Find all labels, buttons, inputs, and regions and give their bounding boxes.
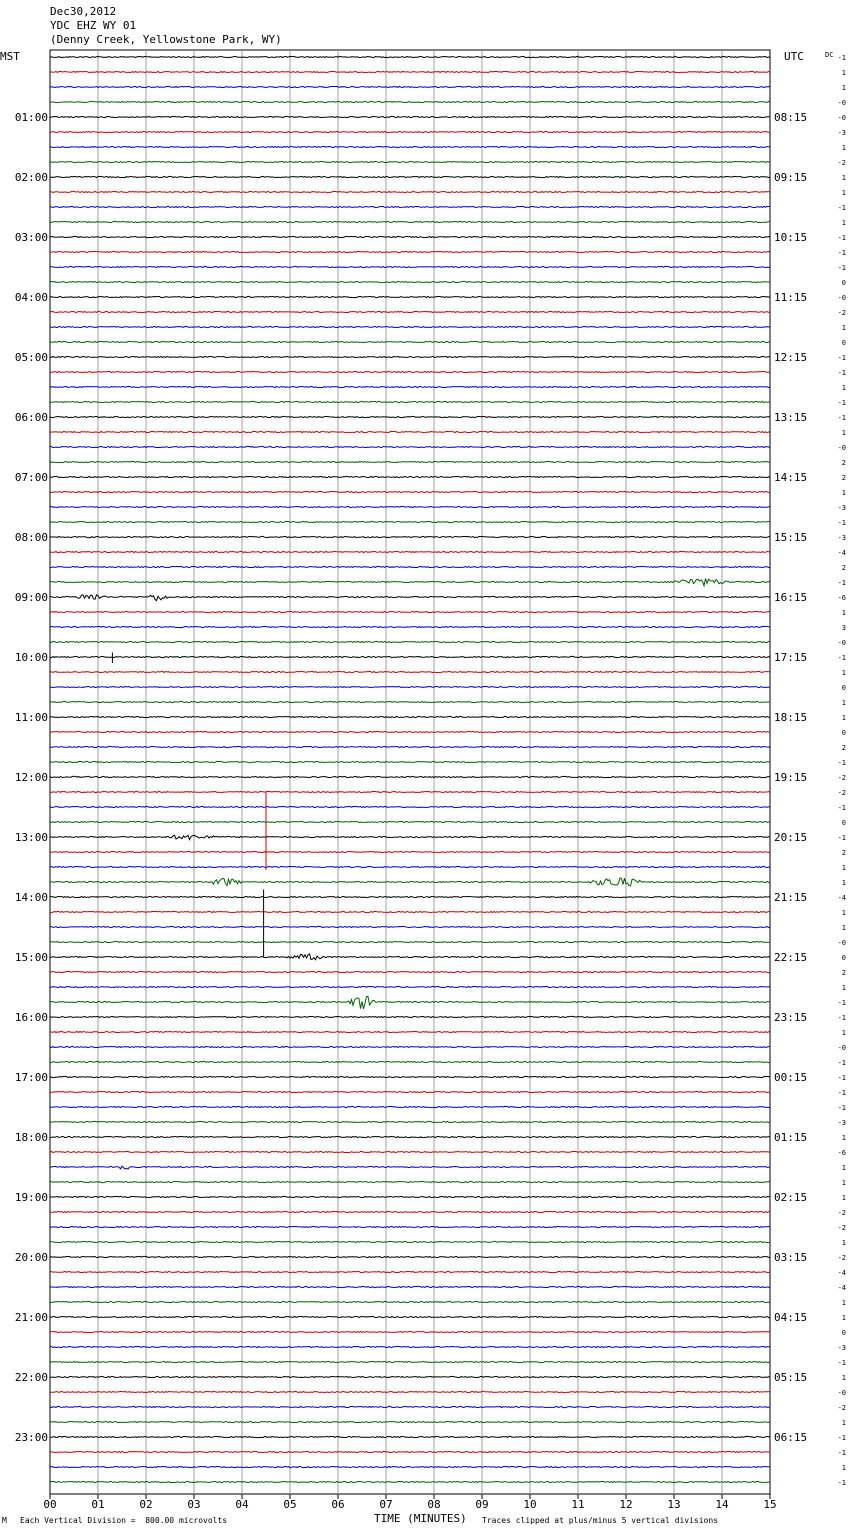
utc-hour-label: 19:15: [774, 771, 808, 784]
header-date: Dec30,2012: [50, 5, 117, 18]
seismic-trace: [50, 896, 770, 897]
seismic-trace: [50, 911, 770, 912]
dc-offset-label: 1: [841, 84, 846, 92]
dc-offset-label: -0: [837, 444, 846, 452]
dc-offset-label: 1: [841, 1194, 846, 1202]
utc-hour-label: 00:15: [774, 1071, 808, 1084]
seismic-trace: [50, 971, 770, 972]
dc-offset-label: -0: [837, 1044, 846, 1052]
seismic-trace: [50, 1421, 770, 1422]
seismic-trace: [50, 835, 770, 839]
seismic-trace: [50, 146, 770, 147]
seismic-trace: [50, 476, 770, 477]
seismic-trace: [50, 641, 770, 642]
utc-hour-label: 01:15: [774, 1131, 808, 1144]
seismic-trace: [50, 1256, 770, 1257]
dc-offset-label: 0: [841, 339, 846, 347]
seismic-trace: [50, 986, 770, 987]
dc-offset-label: -2: [837, 309, 846, 317]
dc-offset-label: 1: [841, 879, 846, 887]
seismic-trace: [50, 791, 770, 792]
dc-offset-label: -4: [837, 549, 846, 557]
seismic-trace: [50, 926, 770, 927]
x-tick-label: 04: [235, 1498, 249, 1511]
seismic-trace: [50, 731, 770, 732]
mst-hour-label: 18:00: [14, 1131, 48, 1144]
seismic-trace: [50, 191, 770, 192]
utc-hour-label: 20:15: [774, 831, 808, 844]
dc-offset-label: 2: [841, 969, 846, 977]
seismic-trace: [50, 866, 770, 867]
utc-hour-label: 03:15: [774, 1251, 808, 1264]
dc-offset-label: -2: [837, 1209, 846, 1217]
seismic-trace: [50, 941, 770, 942]
x-tick-label: 13: [667, 1498, 681, 1511]
dc-offset-label: -0: [837, 639, 846, 647]
mst-label: MST: [0, 50, 20, 63]
x-tick-label: 00: [43, 1498, 57, 1511]
dc-offset-label: -1: [837, 804, 846, 812]
dc-offset-label: -3: [837, 534, 846, 542]
utc-hour-label: 22:15: [774, 951, 808, 964]
header-location: (Denny Creek, Yellowstone Park, WY): [50, 33, 282, 46]
dc-offset-label: 0: [841, 954, 846, 962]
x-tick-label: 05: [283, 1498, 297, 1511]
dc-offset-label: 2: [841, 474, 846, 482]
seismic-trace: [50, 851, 770, 852]
dc-offset-label: -3: [837, 1344, 846, 1352]
seismic-trace: [50, 116, 770, 117]
seismic-trace: [50, 176, 770, 177]
utc-hour-label: 16:15: [774, 591, 808, 604]
seismic-trace: [50, 671, 770, 672]
utc-hour-label: 15:15: [774, 531, 808, 544]
dc-offset-label: -3: [837, 504, 846, 512]
seismic-trace: [50, 776, 770, 777]
dc-offset-label: -1: [837, 249, 846, 257]
dc-offset-label: 1: [841, 909, 846, 917]
seismic-trace: [50, 401, 770, 402]
x-axis-title: TIME (MINUTES): [374, 1512, 467, 1525]
utc-hour-label: 05:15: [774, 1371, 808, 1384]
dc-offset-label: 1: [841, 69, 846, 77]
seismic-trace: [50, 311, 770, 312]
seismic-trace: [50, 1136, 770, 1137]
seismic-trace: [50, 56, 770, 57]
x-tick-label: 12: [619, 1498, 633, 1511]
dc-offset-label: -4: [837, 1269, 846, 1277]
dc-offset-label: -3: [837, 1119, 846, 1127]
mst-hour-label: 15:00: [14, 951, 48, 964]
dc-offset-label: 1: [841, 714, 846, 722]
seismic-trace: [50, 1151, 770, 1152]
dc-offset-label: 1: [841, 1314, 846, 1322]
dc-offset-label: -1: [837, 1104, 846, 1112]
mst-hour-label: 20:00: [14, 1251, 48, 1264]
seismic-trace: [50, 1331, 770, 1332]
seismic-trace: [50, 1091, 770, 1092]
seismic-trace: [50, 1316, 770, 1317]
seismic-trace: [50, 86, 770, 87]
dc-offset-label: 1: [841, 924, 846, 932]
dc-offset-label: 1: [841, 1179, 846, 1187]
utc-hour-label: 18:15: [774, 711, 808, 724]
seismic-trace: [50, 431, 770, 432]
utc-hour-label: 17:15: [774, 651, 808, 664]
seismic-trace: [50, 371, 770, 372]
seismic-trace: [50, 1466, 770, 1467]
mst-hour-label: 02:00: [14, 171, 48, 184]
clip-note: Traces clipped at plus/minus 5 vertical divisions: [482, 1516, 719, 1525]
dc-offset-label: -1: [837, 999, 846, 1007]
seismic-trace: [50, 266, 770, 267]
seismic-trace: [50, 1241, 770, 1242]
seismic-trace: [50, 1436, 770, 1437]
utc-label: UTC: [784, 50, 804, 63]
dc-offset-label: -1: [837, 354, 846, 362]
seismic-trace: [50, 161, 770, 162]
dc-offset-label: 1: [841, 1029, 846, 1037]
dc-offset-label: -2: [837, 789, 846, 797]
dc-offset-label: -1: [837, 1434, 846, 1442]
dc-offset-label: 1: [841, 489, 846, 497]
dc-offset-label: -2: [837, 774, 846, 782]
mst-hour-label: 14:00: [14, 891, 48, 904]
mst-hour-label: 05:00: [14, 351, 48, 364]
dc-offset-label: 1: [841, 219, 846, 227]
dc-offset-label: 0: [841, 684, 846, 692]
mst-hour-label: 23:00: [14, 1431, 48, 1444]
dc-offset-label: -2: [837, 159, 846, 167]
seismic-trace: [50, 1346, 770, 1347]
dc-offset-label: 1: [841, 1464, 846, 1472]
dc-offset-label: 1: [841, 324, 846, 332]
seismic-trace: [50, 1181, 770, 1182]
seismic-trace: [50, 1166, 770, 1169]
dc-offset-label: -1: [837, 369, 846, 377]
seismic-trace: [50, 71, 770, 72]
utc-hour-label: 13:15: [774, 411, 808, 424]
utc-hour-label: 06:15: [774, 1431, 808, 1444]
seismic-trace: [50, 1226, 770, 1227]
dc-offset-label: -1: [837, 54, 846, 62]
dc-offset-label: -1: [837, 579, 846, 587]
seismic-trace: [50, 878, 770, 886]
dc-offset-label: 1: [841, 609, 846, 617]
dc-offset-label: 2: [841, 849, 846, 857]
seismic-trace: [50, 996, 770, 1009]
seismic-trace: [50, 1061, 770, 1062]
seismic-trace: [50, 821, 770, 822]
seismic-trace: [50, 1376, 770, 1377]
seismic-trace: [50, 656, 770, 657]
dc-offset-label: 1: [841, 189, 846, 197]
seismic-trace: [50, 1076, 770, 1077]
utc-hour-label: 09:15: [774, 171, 808, 184]
dc-offset-label: -2: [837, 1224, 846, 1232]
seismic-trace: [50, 101, 770, 102]
seismic-trace: [50, 1451, 770, 1452]
dc-offset-label: -0: [837, 294, 846, 302]
seismic-trace: [50, 1286, 770, 1287]
dc-offset-label: 1: [841, 144, 846, 152]
seismic-trace: [50, 1481, 770, 1482]
seismic-trace: [50, 296, 770, 297]
x-tick-label: 08: [427, 1498, 441, 1511]
seismic-trace: [50, 1211, 770, 1212]
seismic-trace: [50, 446, 770, 447]
dc-offset-label: 1: [841, 384, 846, 392]
utc-hour-label: 21:15: [774, 891, 808, 904]
seismic-trace: [50, 461, 770, 462]
seismic-trace: [50, 131, 770, 132]
utc-hour-label: 04:15: [774, 1311, 808, 1324]
dc-offset-label: 1: [841, 174, 846, 182]
dc-offset-label: -4: [837, 1284, 846, 1292]
dc-offset-label: 2: [841, 744, 846, 752]
seismic-trace: [50, 1406, 770, 1407]
mst-hour-label: 22:00: [14, 1371, 48, 1384]
mst-hour-label: 03:00: [14, 231, 48, 244]
dc-offset-label: 1: [841, 699, 846, 707]
dc-offset-label: -1: [837, 1479, 846, 1487]
x-tick-label: 11: [571, 1498, 585, 1511]
seismic-trace: [50, 1121, 770, 1122]
seismic-trace: [50, 1271, 770, 1272]
dc-offset-label: 2: [841, 564, 846, 572]
dc-offset-label: 1: [841, 1419, 846, 1427]
seismic-trace: [50, 251, 770, 252]
seismic-trace: [50, 1106, 770, 1107]
mst-hour-label: 21:00: [14, 1311, 48, 1324]
seismic-trace: [50, 701, 770, 702]
dc-offset-label: -1: [837, 414, 846, 422]
dc-offset-label: -1: [837, 1014, 846, 1022]
seismic-trace: [50, 686, 770, 687]
mst-hour-label: 04:00: [14, 291, 48, 304]
dc-offset-label: 0: [841, 1329, 846, 1337]
dc-offset-label: -1: [837, 234, 846, 242]
dc-offset-label: -1: [837, 399, 846, 407]
seismic-trace: [50, 806, 770, 807]
dc-offset-label: -3: [837, 129, 846, 137]
mst-hour-label: 16:00: [14, 1011, 48, 1024]
mst-hour-label: 13:00: [14, 831, 48, 844]
dc-offset-label: -0: [837, 114, 846, 122]
x-tick-label: 09: [475, 1498, 489, 1511]
x-tick-label: 06: [331, 1498, 345, 1511]
dc-offset-label: -0: [837, 1389, 846, 1397]
dc-offset-label: 1: [841, 1134, 846, 1142]
x-tick-label: 02: [139, 1498, 153, 1511]
utc-hour-label: 08:15: [774, 111, 808, 124]
dc-offset-label: 3: [841, 624, 846, 632]
mst-hour-label: 09:00: [14, 591, 48, 604]
seismic-trace: [50, 626, 770, 627]
seismic-trace: [50, 954, 770, 960]
dc-offset-label: 0: [841, 819, 846, 827]
dc-offset-label: -4: [837, 894, 846, 902]
seismic-trace: [50, 536, 770, 537]
dc-offset-label: -1: [837, 519, 846, 527]
x-tick-label: 07: [379, 1498, 393, 1511]
seismic-trace: [50, 521, 770, 522]
dc-offset-label: -1: [837, 1449, 846, 1457]
dc-offset-label: -1: [837, 1074, 846, 1082]
dc-offset-label: 2: [841, 459, 846, 467]
dc-offset-label: -0: [837, 99, 846, 107]
seismic-trace: [50, 491, 770, 492]
seismic-trace: [50, 221, 770, 222]
seismic-trace: [50, 1361, 770, 1362]
dc-offset-label: -2: [837, 1404, 846, 1412]
seismic-trace: [50, 761, 770, 762]
dc-offset-label: 1: [841, 864, 846, 872]
utc-hour-label: 10:15: [774, 231, 808, 244]
dc-offset-label: -1: [837, 834, 846, 842]
mst-hour-label: 01:00: [14, 111, 48, 124]
x-tick-label: 03: [187, 1498, 201, 1511]
dc-offset-label: -6: [837, 594, 846, 602]
utc-hour-label: 11:15: [774, 291, 808, 304]
seismic-trace: [50, 551, 770, 552]
dc-offset-label: 1: [841, 984, 846, 992]
dc-offset-label: -1: [837, 1359, 846, 1367]
mst-hour-label: 07:00: [14, 471, 48, 484]
seismic-trace: [50, 1301, 770, 1302]
dc-offset-label: -1: [837, 759, 846, 767]
seismic-trace: [50, 416, 770, 417]
seismic-trace: [50, 1031, 770, 1032]
seismic-trace: [50, 206, 770, 207]
seismic-trace: [50, 341, 770, 342]
seismic-trace: [50, 236, 770, 237]
seismic-trace: [50, 506, 770, 507]
mst-hour-label: 11:00: [14, 711, 48, 724]
mst-hour-label: 10:00: [14, 651, 48, 664]
dc-offset-label: -6: [837, 1149, 846, 1157]
seismic-trace: [50, 1016, 770, 1017]
dc-offset-label: 1: [841, 1164, 846, 1172]
dc-offset-label: 1: [841, 1299, 846, 1307]
header-station: YDC EHZ WY 01: [50, 19, 137, 32]
dc-header: DC: [825, 51, 834, 59]
seismic-trace: [50, 326, 770, 327]
dc-offset-label: 1: [841, 429, 846, 437]
x-tick-label: 01: [91, 1498, 105, 1511]
seismic-trace: [50, 566, 770, 567]
mst-hour-label: 12:00: [14, 771, 48, 784]
dc-offset-label: 1: [841, 669, 846, 677]
utc-hour-label: 02:15: [774, 1191, 808, 1204]
dc-offset-label: 0: [841, 279, 846, 287]
mst-hour-label: 17:00: [14, 1071, 48, 1084]
seismic-trace: [50, 716, 770, 717]
seismic-trace: [50, 579, 770, 586]
utc-hour-label: 14:15: [774, 471, 808, 484]
dc-offset-label: 1: [841, 1239, 846, 1247]
seismic-trace: [50, 281, 770, 282]
dc-offset-label: 0: [841, 729, 846, 737]
utc-hour-label: 12:15: [774, 351, 808, 364]
mst-hour-label: 08:00: [14, 531, 48, 544]
seismic-trace: [50, 386, 770, 387]
mst-hour-label: 06:00: [14, 411, 48, 424]
dc-offset-label: 1: [841, 1374, 846, 1382]
x-tick-label: 15: [763, 1498, 777, 1511]
seismic-trace: [50, 746, 770, 747]
x-tick-label: 14: [715, 1498, 729, 1511]
scale-mark: M: [2, 1516, 7, 1525]
seismic-trace: [50, 1391, 770, 1392]
seismic-trace: [50, 1046, 770, 1047]
dc-offset-label: -0: [837, 939, 846, 947]
dc-offset-label: -1: [837, 1089, 846, 1097]
utc-hour-label: 23:15: [774, 1011, 808, 1024]
seismic-trace: [50, 356, 770, 357]
seismic-trace: [50, 595, 770, 601]
dc-offset-label: -1: [837, 654, 846, 662]
dc-offset-label: -1: [837, 264, 846, 272]
mst-hour-label: 19:00: [14, 1191, 48, 1204]
seismic-trace: [50, 1196, 770, 1197]
seismic-trace: [50, 611, 770, 612]
scale-note: Each Vertical Division = 800.00 microvolts: [20, 1516, 228, 1525]
x-tick-label: 10: [523, 1498, 537, 1511]
dc-offset-label: -1: [837, 204, 846, 212]
dc-offset-label: -1: [837, 1059, 846, 1067]
dc-offset-label: -2: [837, 1254, 846, 1262]
